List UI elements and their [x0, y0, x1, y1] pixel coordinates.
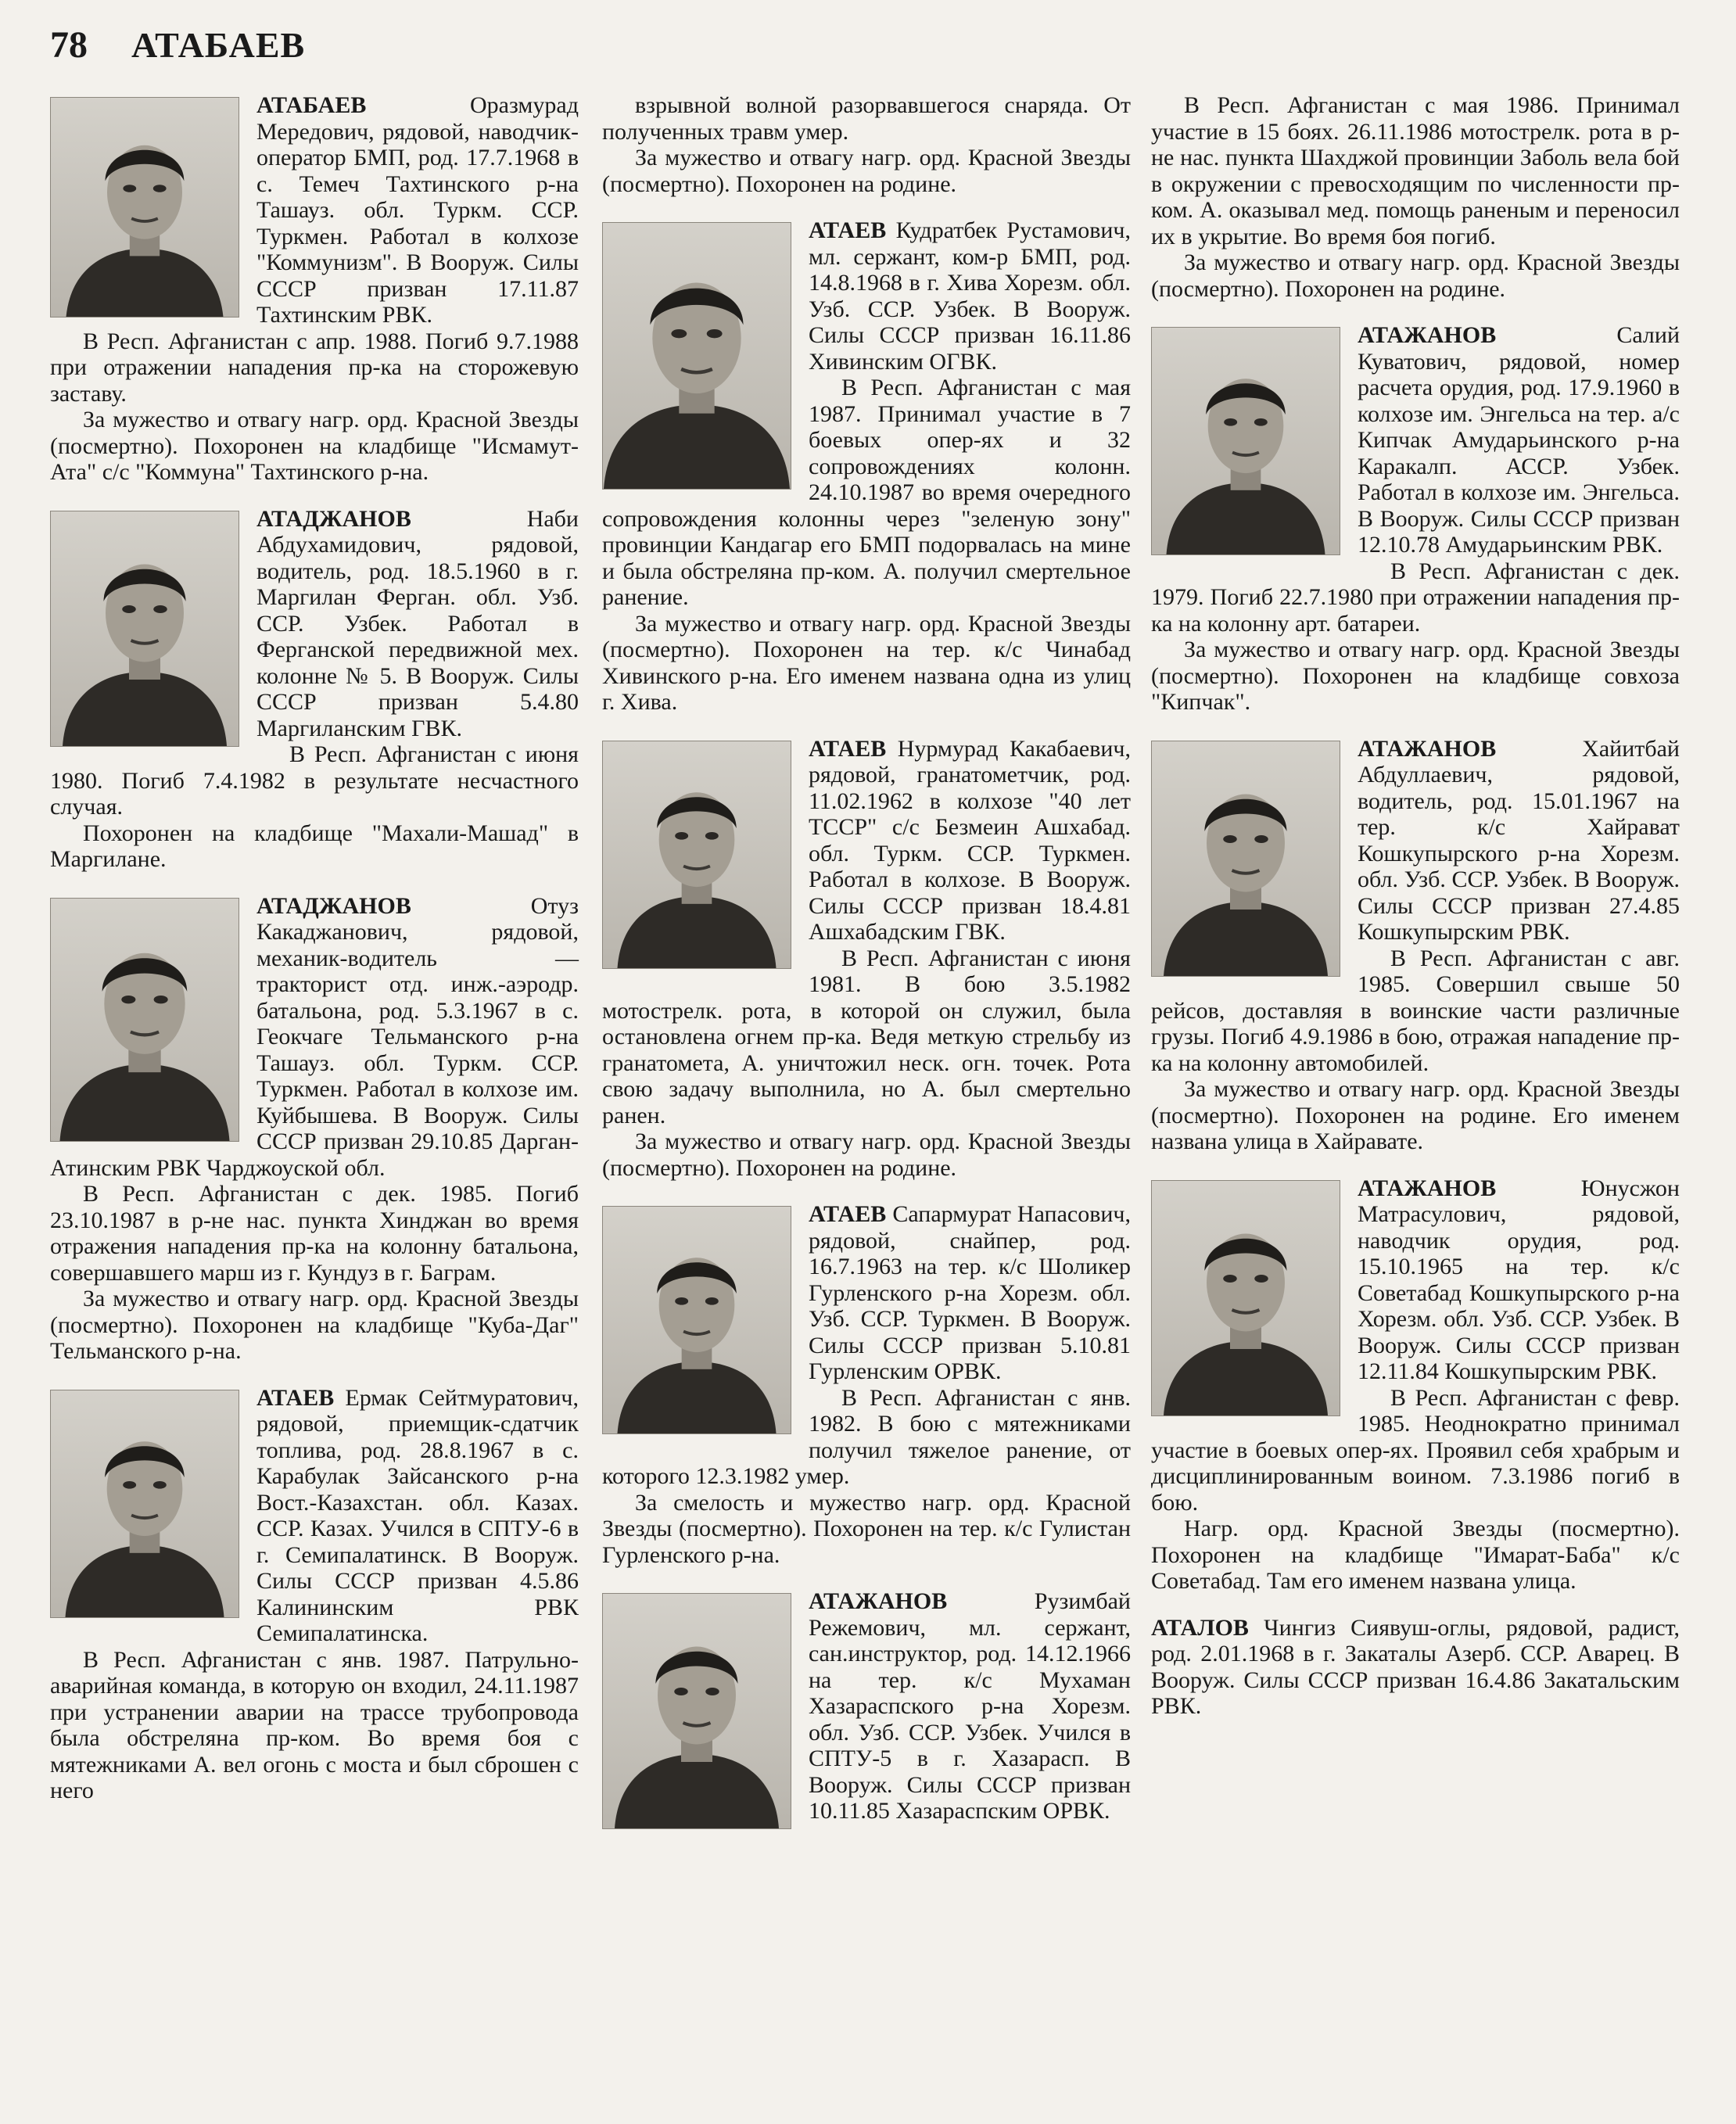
portrait-photo [602, 1206, 791, 1434]
biography-entry [602, 92, 1131, 197]
biography-entry [1151, 322, 1680, 716]
biography-entry [50, 1385, 579, 1804]
portrait-photo [1151, 1180, 1340, 1416]
entry-surname: АТАЖАНОВ [1358, 1175, 1497, 1201]
entry-paragraph: За мужество и отвагу нагр. орд. Красной Звезды (посмертно). Похоронен на кладбище "Исмамут-Ата" с/с "Коммуна" Тахтинского р-на. [50, 407, 579, 485]
entry-paragraph: За мужество и отвагу нагр. орд. Красной Звезды (посмертно). Похоронен на родине. Его именем названа улица в Хайравате. [1151, 1076, 1680, 1154]
entry-text: Кудратбек Рустамович, мл. сержант, ком-р БМП, род. 14.8.1968 в г. Хива Хорезм. обл. Узб. ССР. Узбек. В Вооруж. Силы СССР призван 16.11.86 Хивинским ОГВК. [809, 217, 1132, 375]
portrait-photo [50, 511, 239, 747]
entry-paragraph: За мужество и отвагу нагр. орд. Красной Звезды (посмертно). Похоронен на родине. [602, 145, 1131, 197]
entry-surname: АТАЕВ [809, 217, 887, 243]
entry-paragraph: В Респ. Афганистан с янв. 1987. Патрульно-аварийная команда, в которую он входил, 24.11.1987 при устранении аварии на трассе трубопровода была обстреляна пр-ком. Во время боя с мятежниками А. вел огонь с моста и был сброшен с него [50, 1646, 579, 1803]
entry-paragraph: В Респ. Афганистан с дек. 1985. Погиб 23.10.1987 в р-не нас. пункта Хинджан во время отражения нападения пр-ка на колонну батальона, совершавшего марш из г. Кундуз в г. Баграм. [50, 1181, 579, 1286]
entry-text: Нурмурад Какабаевич, рядовой, гранатометчик, род. 11.02.1962 в колхозе "40 лет ТССР" с/с Безмеин Ашхабад. обл. Туркм. ССР. Туркмен. Работал в колхозе. В Вооруж. Силы СССР призван 18.4.81 Ашхабадским ГВК. [809, 735, 1132, 945]
portrait-silhouette-icon [51, 1390, 239, 1617]
entry-paragraph: В Респ. Афганистан с апр. 1988. Погиб 9.7.1988 при отражении нападения пр-ка на сторожевую заставу. [50, 328, 579, 407]
entry-surname: АТАЛОВ [1151, 1614, 1249, 1641]
entry-paragraph: За смелость и мужество нагр. орд. Красной Звезды (посмертно). Похоронен на тер. к/с Гулистан Гурленского р-на. [602, 1489, 1131, 1568]
portrait-photo [50, 1390, 239, 1618]
entry-text: Ермак Сейтмуратович, рядовой, приемщик-сдатчик топлива, род. 28.8.1967 в с. Карабулак Зайсанского р-на Вост.-Казахстан. обл. Казах. ССР. Казах. Учился в СПТУ-6 в г. Семипалатинск. В Вооруж. Силы СССР призван 4.5.86 Калининским РВК Семипалатинска. [256, 1384, 579, 1646]
biography-entry [602, 1201, 1131, 1568]
entry-surname: АТАЕВ [809, 735, 887, 762]
portrait-silhouette-icon [1152, 741, 1340, 976]
entry-paragraph: За мужество и отвагу нагр. орд. Красной Звезды (посмертно). Похоронен на родине. [1151, 249, 1680, 302]
entry-paragraph: За мужество и отвагу нагр. орд. Красной Звезды (посмертно). Похоронен на тер. к/с Чинабад Хивинского р-на. Его именем названа одна из улиц г. Хива. [602, 610, 1131, 715]
portrait-silhouette-icon [51, 511, 239, 746]
portrait-photo [602, 1593, 791, 1829]
entry-paragraph: В Респ. Афганистан с дек. 1979. Погиб 22.7.1980 при отражении нападения пр-ка на колонну арт. батареи. [1151, 558, 1680, 637]
portrait-photo [1151, 741, 1340, 977]
biography-entry [50, 92, 579, 486]
portrait-photo [602, 222, 791, 490]
portrait-photo [1151, 327, 1340, 555]
biography-entry [50, 893, 579, 1365]
entry-surname: АТАЖАНОВ [809, 1588, 948, 1614]
portrait-silhouette-icon [603, 741, 791, 968]
entry-text: взрывной волной разорвавшегося снаряда. От полученных травм умер. [602, 92, 1131, 145]
entry-surname: АТАБАЕВ [256, 92, 367, 118]
portrait-photo [602, 741, 791, 969]
entry-paragraph: В Респ. Афганистан с янв. 1982. В бою с мятежниками получил тяжелое ранение, от которого 12.3.1982 умер. [602, 1384, 1131, 1489]
entry-text: Отуз Какаджанович, рядовой, механик-водитель — тракторист отд. инж.-аэродр. батальона, род. 5.3.1967 в с. Геокчаге Тельманского р-на Ташауз. обл. Туркм. ССР. Туркмен. Работал в колхозе им. Куйбышева. В Вооруж. Силы СССР призван 29.10.85 Дарган-Атинским РВК Чарджоуской обл. [50, 892, 579, 1181]
entry-paragraph: В Респ. Афганистан с авг. 1985. Совершил свыше 50 рейсов, доставляя в воинские части различные грузы. Погиб 4.9.1986 в бою, отражая нападение пр-ка на колонну автомобилей. [1151, 945, 1680, 1076]
entry-text: Сапармурат Напасович, рядовой, снайпер, род. 16.7.1963 на тер. к/с Шоликер Гурленского р-на Хорезм. обл. Узб. ССР. Туркмен. В Вооруж. Силы СССР призван 5.10.81 Гурленским ОРВК. [809, 1201, 1132, 1384]
column-1 [50, 92, 579, 1824]
entry-lead [1151, 92, 1680, 249]
biography-entry [1151, 1615, 1680, 1720]
entry-surname: АТАДЖАНОВ [256, 892, 411, 919]
entry-paragraph: В Респ. Афганистан с февр. 1985. Неоднократно принимал участие в боевых опер-ях. Проявил себя храбрым и дисциплинированным воином. 7.3.1986 погиб в бою. [1151, 1384, 1680, 1516]
column-3 [1151, 92, 1680, 1740]
entry-paragraph: В Респ. Афганистан с июня 1981. В бою 3.5.1982 мотострелк. рота, в которой он служил, была остановлена огнем пр-ка. Ведя меткую стрельбу из гранатомета, А. уничтожил неск. огн. точек. Рота свою задачу выполнила, но А. был смертельно ранен. [602, 945, 1131, 1128]
entry-lead [602, 92, 1131, 145]
entry-paragraph: В Респ. Афганистан с июня 1980. Погиб 7.4.1982 в результате несчастного случая. [50, 741, 579, 820]
entry-text: Чингиз Сиявуш-оглы, рядовой, радист, род. 2.01.1968 в г. Закаталы Азерб. ССР. Аварец. В Вооруж. Силы СССР призван 16.4.86 Закатальским РВК. [1151, 1614, 1680, 1719]
page-header [50, 23, 305, 78]
entry-paragraph: В Респ. Афганистан с мая 1987. Принимал участие в 7 боевых опер-ях и 32 сопровождениях колонн. 24.10.1987 во время очередного сопровождения колонны через "зеленую зону" провинции Кандагар его БМП подорвалась на мине и была обстреляна пр-ком. А. получил смертельное ранение. [602, 375, 1131, 610]
entry-paragraph: Нагр. орд. Красной Звезды (посмертно). Похоронен на кладбище "Имарат-Баба" к/с Советабад. Там его именем названа улица. [1151, 1516, 1680, 1594]
biography-entry [602, 217, 1131, 716]
portrait-silhouette-icon [1152, 328, 1340, 554]
column-2 [602, 92, 1131, 1845]
biography-entry [1151, 736, 1680, 1155]
biography-entry [1151, 1175, 1680, 1595]
entry-paragraph: Похоронен на кладбище "Махали-Машад" в Маргилане. [50, 820, 579, 872]
portrait-silhouette-icon [1152, 1181, 1340, 1415]
entry-paragraph: За мужество и отвагу нагр. орд. Красной Звезды (посмертно). Похоронен на кладбище совхоза "Кипчак". [1151, 637, 1680, 715]
entry-text: В Респ. Афганистан с мая 1986. Принимал участие в 15 боях. 26.11.1986 мотострелк. рота в р-не нас. пункта Шахджой провинции Заболь вела бой в окружении с превосходящим по численности пр-ком. А. оказывал мед. помощь раненым и переносил их в укрытие. Во время боя погиб. [1151, 92, 1680, 249]
biography-entry [602, 736, 1131, 1182]
biography-entry [1151, 92, 1680, 302]
running-title: АТАБАЕВ [131, 25, 306, 65]
portrait-silhouette-icon [603, 1594, 791, 1828]
entry-text: Салий Куватович, рядовой, номер расчета орудия, род. 17.9.1960 в колхозе им. Энгельса на тер. а/с Кипчак Амударьинского р-на Каракалп. АССР. Узбек. Работал в колхозе им. Энгельса. В Вооруж. Силы СССР призван 12.10.78 Амударьинским РВК. [1358, 322, 1680, 558]
entry-surname: АТАЖАНОВ [1358, 735, 1497, 762]
entry-text: Оразмурад Мередович, рядовой, наводчик-оператор БМП, род. 17.7.1968 в с. Темеч Тахтинского р-на Ташауз. обл. Туркм. ССР. Туркмен. Работал в колхозе "Коммунизм". В Вооруж. Силы СССР призван 17.11.87 Тахтинским РВК. [256, 92, 579, 328]
portrait-photo [50, 97, 239, 318]
biography-entry [602, 1588, 1131, 1824]
entry-paragraph: За мужество и отвагу нагр. орд. Красной Звезды (посмертно). Похоронен на кладбище "Куба-Даг" Тельманского р-на. [50, 1286, 579, 1364]
entry-text: Рузимбай Режемович, мл. сержант, сан.инструктор, род. 14.12.1966 на тер. к/с Мухаман Хазараспского р-на Хорезм. обл. Узб. ССР. Узбек. Учился в СПТУ-5 в г. Хазарасп. В Вооруж. Силы СССР призван 10.11.85 Хазараспским ОРВК. [809, 1588, 1131, 1824]
entry-surname: АТАДЖАНОВ [256, 505, 411, 532]
entry-text: Юнусжон Матрасулович, рядовой, наводчик орудия, род. 15.10.1965 на тер. к/с Советабад Кошкупырского р-на Хорезм. обл. Узб. ССР. Узбек. В Вооруж. Силы СССР призван 12.11.84 Кошкупырским РВК. [1358, 1175, 1680, 1384]
entry-surname: АТАЖАНОВ [1358, 322, 1497, 348]
biography-entry [50, 506, 579, 873]
portrait-silhouette-icon [603, 223, 791, 489]
portrait-photo [50, 898, 239, 1142]
entry-surname: АТАЕВ [809, 1201, 887, 1227]
entry-text: Хайитбай Абдуллаевич, рядовой, водитель, род. 15.01.1967 на тер. к/с Хайрават Кошкупырского р-на Хорезм. обл. Узб. ССР. Узбек. В Вооруж. Силы СССР призван 27.4.85 Кошкупырским РВК. [1358, 735, 1680, 945]
portrait-silhouette-icon [603, 1207, 791, 1433]
entry-lead [1151, 1615, 1680, 1720]
portrait-silhouette-icon [51, 899, 239, 1141]
page-number: 78 [50, 24, 88, 66]
entry-text: Наби Абдухамидович, рядовой, водитель, род. 18.5.1960 в г. Маргилан Ферган. обл. Узб. ССР. Узбек. Работал в Ферганской передвижной мех. колонне № 5. В Вооруж. Силы СССР призван 5.4.80 Маргиланским ГВК. [256, 505, 579, 741]
entry-surname: АТАЕВ [256, 1384, 335, 1411]
entry-paragraph: За мужество и отвагу нагр. орд. Красной Звезды (посмертно). Похоронен на родине. [602, 1128, 1131, 1181]
portrait-silhouette-icon [51, 98, 239, 317]
